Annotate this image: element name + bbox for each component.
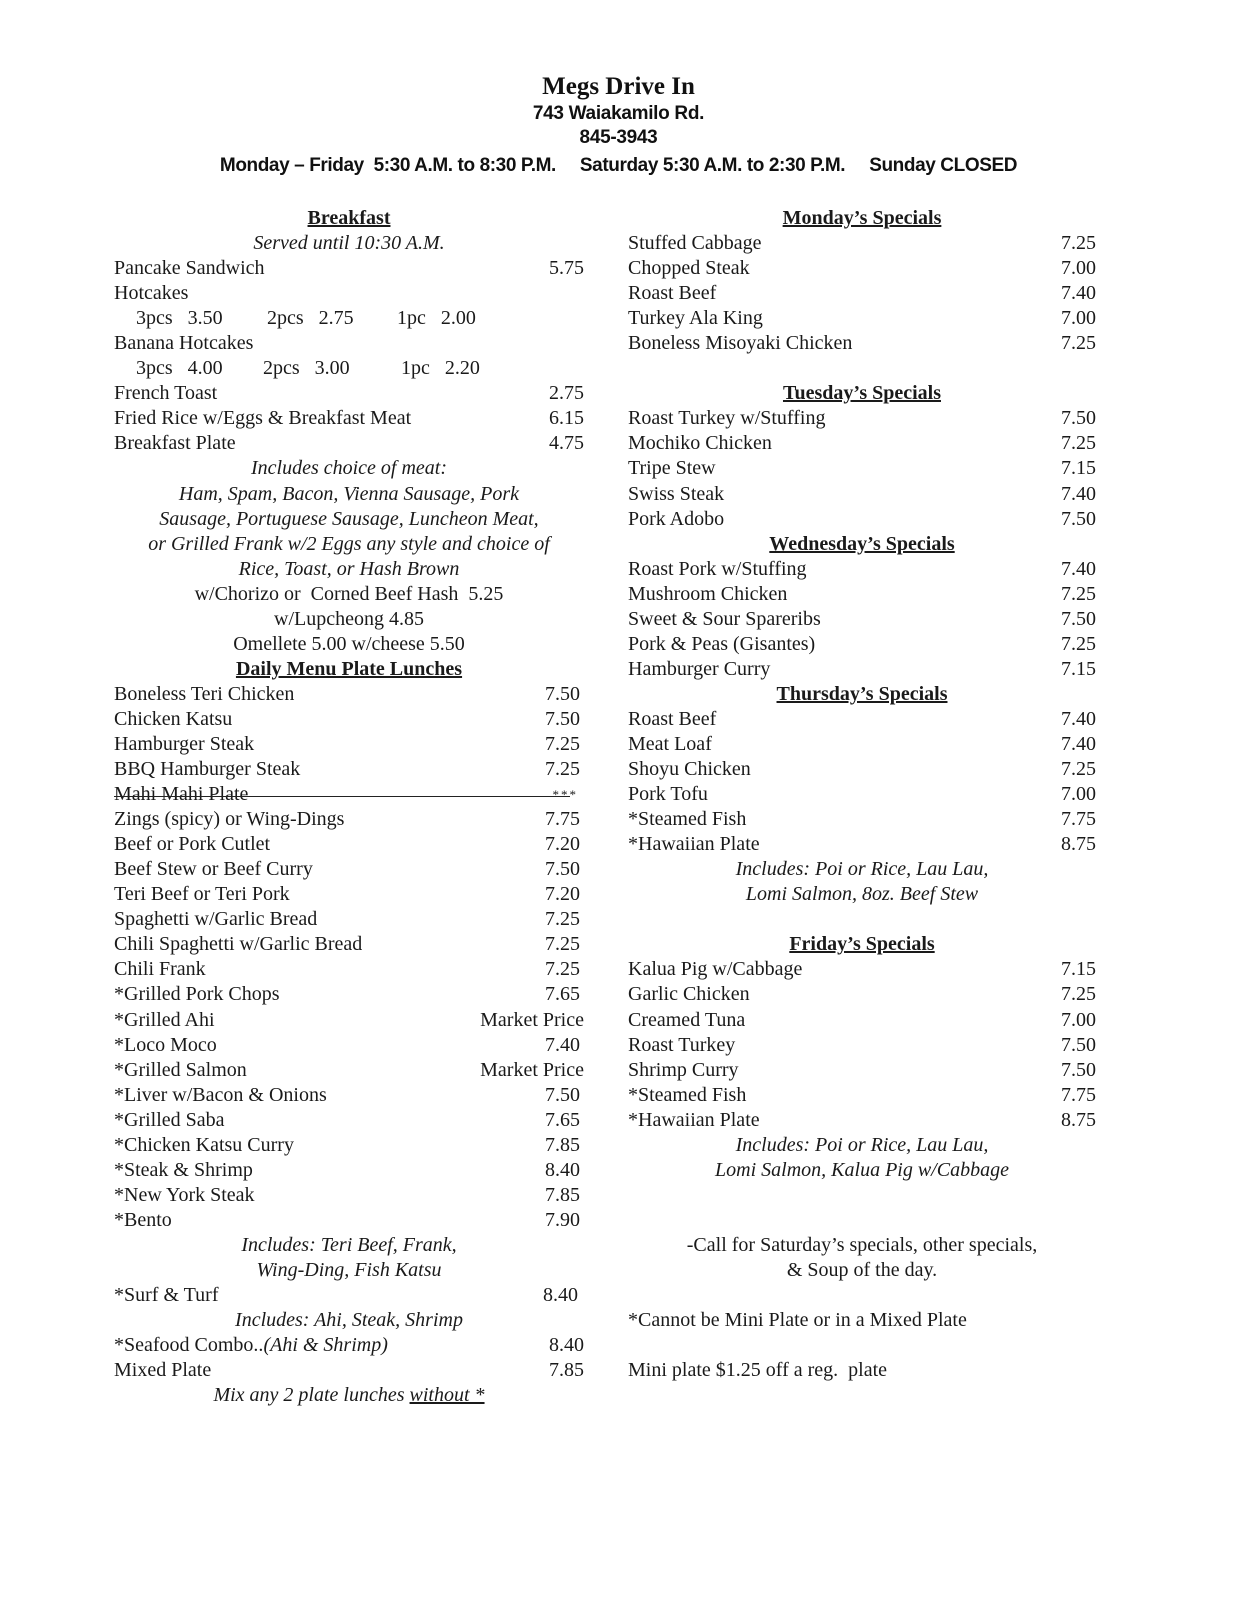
restaurant-address: 743 Waiakamilo Rd. [532, 103, 705, 124]
item-note: Mix any 2 plate lunches without * [213, 1384, 485, 1407]
menu-header [0, 72, 1237, 179]
section-title-friday: Friday’s Specials [789, 933, 935, 956]
item-name: Roast Pork w/Stuffing [628, 557, 807, 580]
hotcake-options: 3pcs 3.50 2pcs 2.75 1pc 2.00 [136, 307, 476, 330]
item-price: 7.90 [545, 1208, 580, 1231]
menu-item [628, 757, 1096, 782]
tuesday-specials-list [628, 406, 1096, 531]
menu-item [628, 406, 1096, 431]
menu-item [114, 957, 580, 982]
menu-item [628, 306, 1096, 331]
menu-item [628, 1083, 1096, 1108]
item-name: Swiss Steak [628, 482, 725, 505]
item-name: Pork & Peas (Gisantes) [628, 632, 816, 655]
item-note: Lomi Salmon, Kalua Pig w/Cabbage [715, 1158, 1009, 1181]
menu-item: Mixed Plate 7.85 [114, 1359, 584, 1382]
menu-item: Hotcakes [114, 282, 189, 305]
item-price: 7.75 [1061, 808, 1096, 831]
menu-item [114, 907, 580, 932]
menu-item [628, 431, 1096, 456]
item-price: 7.25 [1061, 582, 1096, 605]
item-price: 7.00 [1061, 783, 1096, 806]
restaurant-phone: 845-3943 [579, 127, 658, 148]
menu-item: Fried Rice w/Eggs & Breakfast Meat 6.15 [114, 407, 584, 430]
item-name: Boneless Misoyaki Chicken [628, 332, 853, 355]
item-name: *Liver w/Bacon & Onions [114, 1083, 327, 1106]
section-title-daily-menu: Daily Menu Plate Lunches [235, 657, 463, 680]
hours-sunday: Sunday CLOSED [869, 155, 1018, 176]
item-note: or Grilled Frank w/2 Eggs any style and choice of [148, 532, 550, 555]
breakfast-extra: Omellete 5.00 w/cheese 5.50 [233, 632, 465, 655]
item-price: 7.25 [545, 958, 580, 981]
business-hours [0, 153, 1237, 179]
item-price: 7.85 [545, 1183, 580, 1206]
item-note: Includes: Ahi, Steak, Shrimp [235, 1309, 463, 1332]
menu-item [628, 732, 1096, 757]
menu-item [114, 932, 580, 957]
item-price: 7.00 [1061, 1008, 1096, 1031]
menu-item [114, 1183, 580, 1208]
item-name: Boneless Teri Chicken [114, 682, 295, 705]
menu-item [114, 1133, 580, 1158]
item-price: *** [552, 787, 578, 803]
item-price: 7.25 [1061, 758, 1096, 781]
item-name: Roast Turkey [628, 1033, 736, 1056]
item-price: 7.75 [545, 808, 580, 831]
item-name: Meat Loaf [628, 732, 712, 755]
item-price: 7.25 [545, 758, 580, 781]
menu-item [628, 281, 1096, 306]
item-name: Roast Beef [628, 282, 717, 305]
breakfast-extra: w/Lupcheong 4.85 [274, 607, 424, 630]
item-price: 7.20 [545, 883, 580, 906]
item-price: 7.25 [1061, 232, 1096, 255]
item-name: Hamburger Steak [114, 732, 255, 755]
item-price: 7.40 [1061, 732, 1096, 755]
item-note: Wing-Ding, Fish Katsu [256, 1258, 442, 1281]
item-name: Spaghetti w/Garlic Bread [114, 908, 318, 931]
item-price: 7.40 [545, 1033, 580, 1056]
wednesday-specials-list [628, 557, 1096, 682]
item-name: *Hawaiian Plate [628, 1108, 760, 1131]
item-price: 7.15 [1061, 958, 1096, 981]
menu-item-unavailable [114, 782, 578, 807]
item-price: 7.50 [545, 707, 580, 730]
item-name: BBQ Hamburger Steak [114, 758, 301, 781]
section-title-breakfast: Breakfast [307, 207, 391, 229]
menu-item [114, 682, 580, 707]
item-price: 7.50 [545, 1083, 580, 1106]
menu-item [628, 957, 1096, 982]
item-price: 7.25 [545, 732, 580, 755]
item-name: Stuffed Cabbage [628, 232, 762, 255]
item-price: 7.65 [545, 1108, 580, 1131]
item-name: Pork Adobo [628, 507, 725, 530]
item-name: Chopped Steak [628, 257, 750, 280]
item-price: 7.85 [545, 1133, 580, 1156]
item-price: 7.00 [1061, 307, 1096, 330]
menu-item [114, 982, 580, 1007]
item-price: 7.25 [1061, 432, 1096, 455]
item-price: 7.65 [545, 983, 580, 1006]
section-title-tuesday: Tuesday’s Specials [782, 382, 941, 405]
mini-plate-note: Mini plate $1.25 off a reg. plate [628, 1359, 888, 1382]
menu-item: Breakfast Plate 4.75 [114, 432, 584, 455]
item-name: *Steamed Fish [628, 1083, 747, 1106]
item-name: Chili Spaghetti w/Garlic Bread [114, 933, 363, 956]
item-name: Beef or Pork Cutlet [114, 833, 271, 856]
item-note: Lomi Salmon, 8oz. Beef Stew [745, 883, 979, 906]
item-price: 7.50 [545, 682, 580, 705]
item-price: 7.75 [1061, 1083, 1096, 1106]
item-name: Beef Stew or Beef Curry [114, 858, 313, 881]
item-price: 8.75 [1061, 1108, 1096, 1131]
item-price: 7.50 [1061, 507, 1096, 530]
menu-item [628, 231, 1096, 256]
menu-item [114, 882, 580, 907]
menu-item [114, 1008, 584, 1033]
item-name: Chicken Katsu [114, 707, 233, 730]
section-title-wednesday: Wednesday’s Specials [769, 532, 955, 555]
right-column [628, 206, 1096, 1383]
menu-item [628, 807, 1096, 832]
item-price: 7.00 [1061, 257, 1096, 280]
menu-item [114, 757, 580, 782]
item-note: Sausage, Portuguese Sausage, Luncheon Meat, [159, 507, 539, 530]
daily-menu-list [114, 682, 584, 1233]
item-name: *Chicken Katsu Curry [114, 1133, 294, 1156]
item-price: 7.40 [1061, 282, 1096, 305]
menu-item [628, 507, 1096, 532]
item-price: 7.25 [545, 933, 580, 956]
menu-item [114, 1058, 584, 1083]
menu-item [114, 832, 580, 857]
item-price: 7.50 [1061, 607, 1096, 630]
call-note: -Call for Saturday’s specials, other specials, [686, 1233, 1038, 1256]
hours-weekday: Monday – Friday 5:30 A.M. to 8:30 P.M. [219, 155, 556, 176]
item-name: Sweet & Sour Spareribs [628, 607, 821, 630]
item-price: 7.25 [545, 908, 580, 931]
item-name: Teri Beef or Teri Pork [114, 883, 290, 906]
item-name: Hamburger Curry [628, 657, 771, 680]
menu-item [628, 331, 1096, 356]
item-price: 7.40 [1061, 707, 1096, 730]
banana-hotcake-options: 3pcs 4.00 2pcs 3.00 1pc 2.20 [136, 357, 480, 380]
menu-item [628, 582, 1096, 607]
menu-item [628, 982, 1096, 1007]
monday-specials-list [628, 231, 1096, 356]
item-name: Mahi Mahi Plate [114, 783, 249, 806]
asterisk-note: *Cannot be Mini Plate or in a Mixed Plate [628, 1309, 967, 1332]
friday-specials-list [628, 957, 1096, 1132]
item-name: Creamed Tuna [628, 1008, 746, 1031]
item-name: *Grilled Salmon [114, 1058, 247, 1081]
menu-item [628, 657, 1096, 682]
item-note: Includes: Poi or Rice, Lau Lau, [735, 858, 989, 881]
item-name: Shrimp Curry [628, 1058, 739, 1081]
menu-item [628, 256, 1096, 281]
menu-item [628, 632, 1096, 657]
item-name: Mochiko Chicken [628, 432, 772, 455]
menu-item [114, 707, 580, 732]
item-note: Ham, Spam, Bacon, Vienna Sausage, Pork [178, 482, 520, 505]
item-price: 8.75 [1061, 833, 1096, 856]
menu-item [114, 1108, 580, 1133]
item-name: *Hawaiian Plate [628, 833, 760, 856]
item-name: Roast Turkey w/Stuffing [628, 407, 826, 430]
menu-item: French Toast 2.75 [114, 382, 584, 405]
menu-item: Banana Hotcakes [114, 332, 254, 355]
item-name: *Grilled Pork Chops [114, 983, 280, 1006]
item-price: 8.40 [545, 1158, 580, 1181]
menu-item [628, 1058, 1096, 1083]
item-name: Kalua Pig w/Cabbage [628, 958, 803, 981]
menu-item [628, 832, 1096, 857]
item-name: Pork Tofu [628, 783, 708, 806]
item-price: 7.50 [1061, 1033, 1096, 1056]
hours-saturday: Saturday 5:30 A.M. to 2:30 P.M. [579, 155, 846, 176]
item-price: Market Price [480, 1058, 584, 1081]
item-name: Roast Beef [628, 707, 717, 730]
item-price: 7.15 [1061, 657, 1096, 680]
menu-item [628, 1108, 1096, 1133]
item-name: *Loco Moco [114, 1033, 217, 1056]
menu-item [114, 1033, 580, 1058]
menu-item [114, 1158, 580, 1183]
item-price: 7.25 [1061, 632, 1096, 655]
item-note: Includes: Teri Beef, Frank, [241, 1233, 457, 1256]
item-price: 7.50 [545, 858, 580, 881]
menu-item [628, 557, 1096, 582]
menu-item [628, 707, 1096, 732]
section-title-thursday: Thursday’s Specials [776, 682, 948, 705]
menu-item [628, 1033, 1096, 1058]
breakfast-extra: w/Chorizo or Corned Beef Hash 5.25 [194, 582, 504, 605]
item-name: Tripe Stew [628, 457, 716, 480]
item-price: 7.25 [1061, 332, 1096, 355]
restaurant-name: Megs Drive In [542, 73, 695, 100]
item-price: 7.40 [1061, 557, 1096, 580]
item-price: 7.40 [1061, 482, 1096, 505]
strikethrough-line [114, 796, 570, 797]
menu-item [114, 1208, 580, 1233]
item-price: 7.50 [1061, 407, 1096, 430]
item-name: Zings (spicy) or Wing-Dings [114, 808, 345, 831]
menu-item: Pancake Sandwich 5.75 [114, 257, 584, 280]
item-price: 7.15 [1061, 457, 1096, 480]
menu-item [628, 782, 1096, 807]
thursday-specials-list [628, 707, 1096, 857]
item-name: Shoyu Chicken [628, 758, 751, 781]
item-name: *Steamed Fish [628, 808, 747, 831]
item-price: 7.20 [545, 833, 580, 856]
item-name: Garlic Chicken [628, 983, 750, 1006]
call-note: & Soup of the day. [786, 1258, 938, 1281]
menu-item [114, 1083, 580, 1108]
item-name: *New York Steak [114, 1183, 255, 1206]
item-name: *Bento [114, 1208, 172, 1231]
item-name: *Steak & Shrimp [114, 1158, 253, 1181]
menu-item [114, 807, 580, 832]
item-note: Rice, Toast, or Hash Brown [238, 557, 460, 580]
item-name: *Grilled Ahi [114, 1008, 215, 1031]
menu-item [628, 1008, 1096, 1033]
item-price: 7.50 [1061, 1058, 1096, 1081]
menu-item [628, 482, 1096, 507]
item-name: Chili Frank [114, 958, 206, 981]
menu-item [628, 607, 1096, 632]
menu-item: *Seafood Combo..(Ahi & Shrimp) 8.40 [114, 1334, 584, 1357]
menu-item: *Surf & Turf 8.40 [114, 1284, 578, 1307]
breakfast-served-note: Served until 10:30 A.M. [253, 232, 445, 255]
item-name: Mushroom Chicken [628, 582, 788, 605]
item-price: Market Price [480, 1008, 584, 1031]
section-title-monday: Monday’s Specials [782, 207, 942, 229]
menu-item [114, 732, 580, 757]
menu-item [628, 456, 1096, 481]
menu-item [114, 857, 580, 882]
item-note: Includes choice of meat: [250, 457, 448, 480]
item-note: Includes: Poi or Rice, Lau Lau, [735, 1133, 989, 1156]
left-column [114, 206, 584, 1408]
item-price: 7.25 [1061, 983, 1096, 1006]
item-name: *Grilled Saba [114, 1108, 225, 1131]
item-name: Turkey Ala King [628, 307, 763, 330]
